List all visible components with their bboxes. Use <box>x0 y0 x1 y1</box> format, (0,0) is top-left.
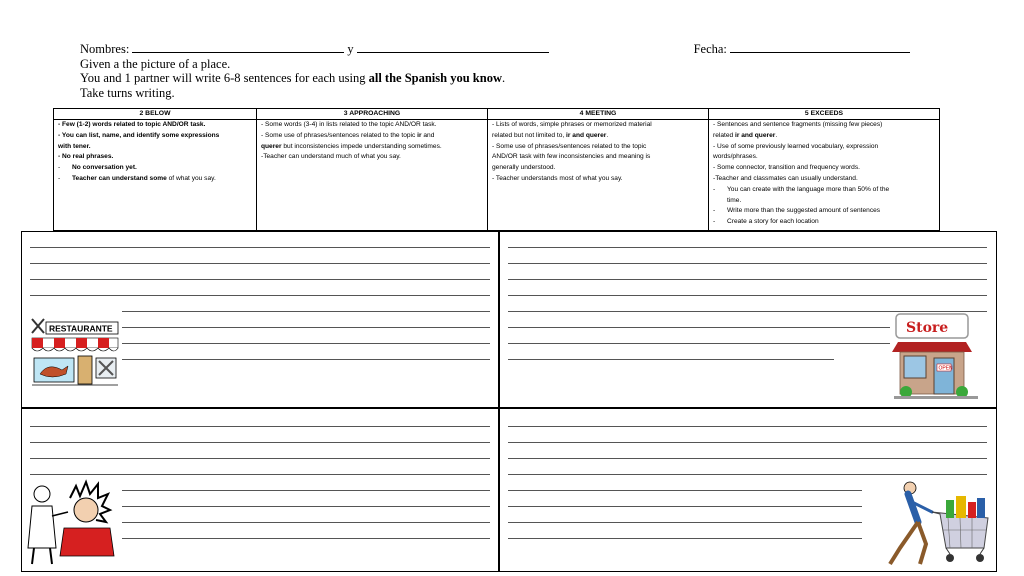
barber-cape <box>60 528 114 556</box>
rubric-cell-below: - Few (1-2) words related to topic AND/OR task. - You can list, name, and identify some expressions with tener. - No real phrases. - No conversation yet. - Teacher can understand some of what you say. <box>54 120 257 231</box>
writing-line[interactable] <box>508 295 987 296</box>
grid-vertical-divider <box>498 232 500 571</box>
writing-line[interactable] <box>508 490 862 491</box>
restaurant-sign-text: RESTAURANTE <box>49 323 113 334</box>
worksheet-header <box>80 42 940 100</box>
barber-head <box>34 486 50 502</box>
writing-line[interactable] <box>122 522 490 523</box>
writing-line[interactable] <box>30 263 490 264</box>
awning <box>32 338 118 351</box>
date-label: Fecha: <box>693 42 727 56</box>
instruction-line-3: Take turns writing. <box>80 85 175 100</box>
names-label: Nombres: <box>80 42 130 56</box>
writing-line[interactable] <box>30 442 490 443</box>
writing-line[interactable] <box>30 458 490 459</box>
shopper-picture <box>860 478 990 568</box>
writing-line[interactable] <box>30 295 490 296</box>
rubric-header-meeting: 4 MEETING <box>488 109 709 120</box>
writing-line[interactable] <box>508 538 862 539</box>
store-door <box>934 358 954 394</box>
rubric-header-below: 2 BELOW <box>54 109 257 120</box>
writing-line[interactable] <box>122 343 490 344</box>
store-roof <box>892 342 972 352</box>
writing-line[interactable] <box>508 343 890 344</box>
writing-line[interactable] <box>508 442 987 443</box>
writing-line[interactable] <box>508 522 862 523</box>
barber-coat <box>28 506 56 548</box>
shopper-leg-left <box>890 522 918 564</box>
writing-line[interactable] <box>508 247 987 248</box>
rubric-cell-approaching: - Some words (3-4) in lists related to the topic AND/OR task. - Some use of phrases/sentences related to the topic ir and querer but inconsistencies impede understanding sometimes. -Teacher can understand much of what you say. <box>257 120 488 231</box>
rubric-table <box>53 108 940 231</box>
names-date-line <box>80 42 940 57</box>
rubric-header-exceeds: 5 EXCEEDS <box>709 109 940 120</box>
writing-line[interactable] <box>508 279 987 280</box>
rubric-header-approaching: 3 APPROACHING <box>257 109 488 120</box>
writing-line[interactable] <box>122 327 490 328</box>
shopping-cart-icon <box>932 512 988 562</box>
writing-line[interactable] <box>30 426 490 427</box>
restaurant-picture <box>26 316 121 400</box>
names-conjunction: y <box>347 42 354 56</box>
writing-line[interactable] <box>508 327 890 328</box>
writing-line[interactable] <box>30 247 490 248</box>
shopper-leg-right <box>918 522 926 564</box>
shopper-shirt <box>908 494 918 522</box>
writing-line[interactable] <box>508 359 834 360</box>
writing-line[interactable] <box>508 474 987 475</box>
writing-line[interactable] <box>508 426 987 427</box>
writing-line[interactable] <box>508 506 862 507</box>
groceries <box>946 496 985 518</box>
writing-line[interactable] <box>122 538 490 539</box>
barber-picture <box>24 476 120 568</box>
rubric-cell-exceeds: - Sentences and sentence fragments (missing few pieces) related ir and querer. - Use of some previously learned vocabulary, expression words/phrases. - Some connector, transition and frequency words. -Teacher and classmates can usually understand. - You can create with the language more than 50% of the time. - Write more than the suggested amount of sentences - Create a story for each location <box>709 120 940 231</box>
name-blank-1[interactable] <box>132 43 344 53</box>
store-open-sign: OPEN <box>938 365 953 372</box>
instruction-line-2: You and 1 partner will write 6-8 sentences for each using all the Spanish you know. <box>80 71 506 85</box>
fork-knife-icon <box>32 319 44 333</box>
customer-face <box>74 498 98 522</box>
grid-horizontal-divider <box>22 407 996 409</box>
writing-line[interactable] <box>508 458 987 459</box>
writing-line[interactable] <box>122 490 490 491</box>
date-blank[interactable] <box>730 43 910 53</box>
writing-line[interactable] <box>122 311 490 312</box>
writing-line[interactable] <box>30 279 490 280</box>
writing-line[interactable] <box>30 474 490 475</box>
store-picture <box>892 312 982 402</box>
writing-line[interactable] <box>122 506 490 507</box>
name-blank-2[interactable] <box>357 43 549 53</box>
store-sign-text: Store <box>906 320 949 336</box>
writing-line[interactable] <box>122 359 490 360</box>
scissors-icon <box>52 512 68 516</box>
store-window <box>904 356 926 378</box>
writing-grid <box>21 231 997 572</box>
rubric-cell-meeting: - Lists of words, simple phrases or memorized material related but not limited to, ir and querer. - Some use of phrases/sentences related to the topic AND/OR task with few inconsistencies and meaning is generally understood. - Teacher understands most of what you say. <box>488 120 709 231</box>
instruction-line-1: Given a the picture of a place. <box>80 56 231 71</box>
writing-line[interactable] <box>508 263 987 264</box>
restaurant-door <box>78 356 92 384</box>
